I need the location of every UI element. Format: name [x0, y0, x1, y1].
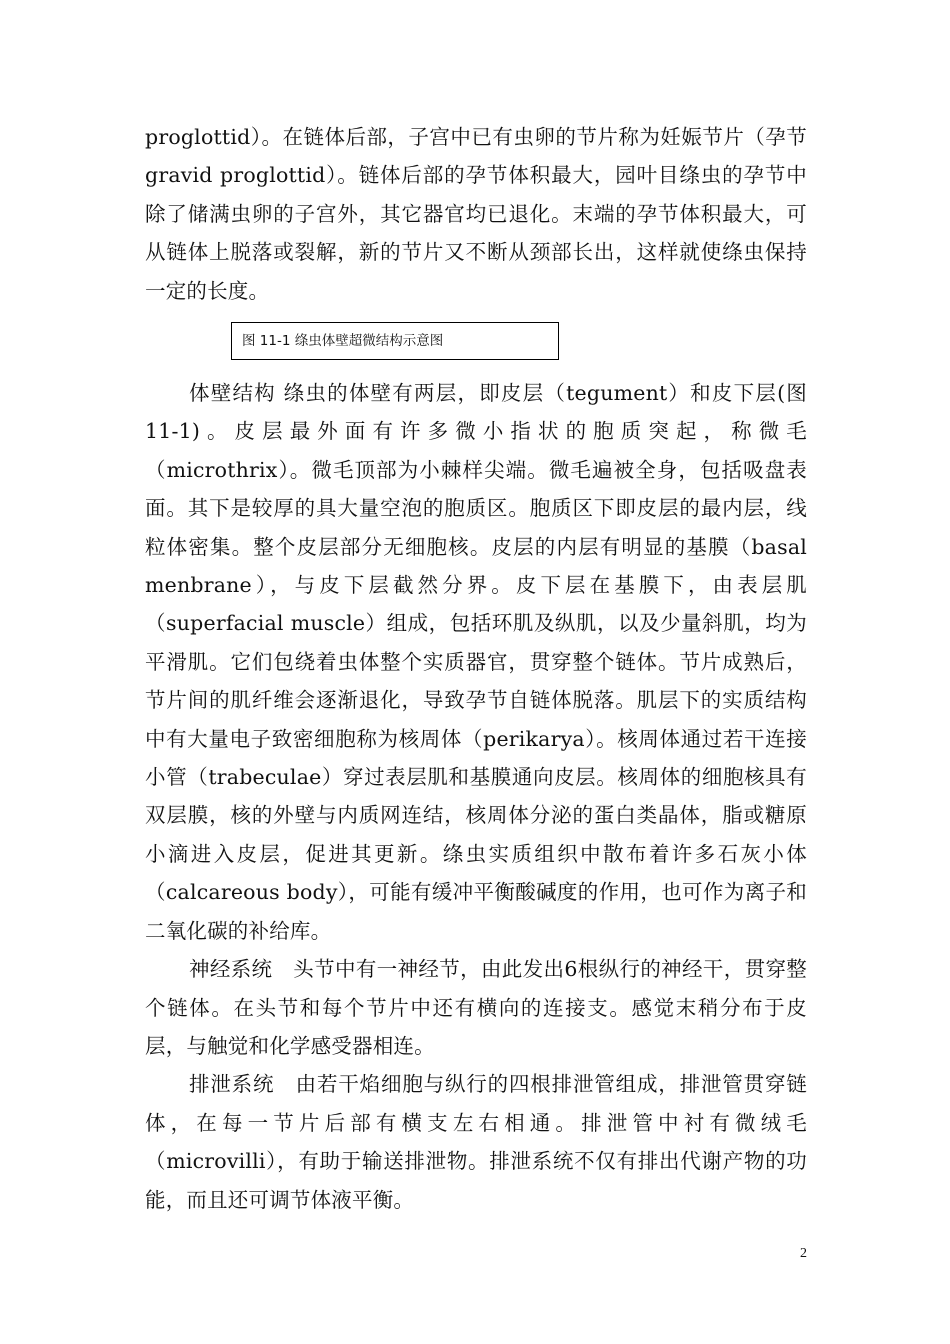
paragraph-proglottid: proglottid）。在链体后部，子宫中已有虫卵的节片称为妊娠节片（孕节gravid proglottid）。链体后部的孕节体积最大，园叶目绦虫的孕节中除了储满虫卵的子宫外，其它器官均已退化。末端的孕节体积最大，可从链体上脱落或裂解，新的节片又不断从颈部长出，这样就使绦虫保持一定的长度。 — [145, 125, 807, 303]
figure-caption-box — [231, 322, 559, 360]
figure-caption: 图 11-1 绦虫体壁超微结构示意图 — [242, 333, 444, 349]
main-text-block — [145, 374, 807, 1219]
top-text-block — [145, 118, 807, 310]
paragraph-nervous-system: 神经系统 头节中有一神经节，由此发出6根纵行的神经干，贯穿整个链体。在头节和每个节片中还有横向的连接支。感觉末稍分布于皮层，与触觉和化学感受器相连。 — [145, 957, 807, 1058]
page-number: 2 — [800, 1246, 807, 1261]
paragraph-excretory-system: 排泄系统 由若干焰细胞与纵行的四根排泄管组成，排泄管贯穿链体，在每一节片后部有横支左右相通。排泄管中衬有微绒毛（microvilli），有助于输送排泄物。排泄系统不仅有排出代谢产物的功能，而且还可调节体液平衡。 — [145, 1072, 807, 1212]
paragraph-body-wall: 体壁结构 绦虫的体壁有两层，即皮层（tegument）和皮下层(图11-1)。皮层最外面有许多微小指状的胞质突起，称微毛（microthrix）。微毛顶部为小棘样尖端。微毛遍被全身，包括吸盘表面。其下是较厚的具大量空泡的胞质区。胞质区下即皮层的最内层，线粒体密集。整个皮层部分无细胞核。皮层的内层有明显的基膜（basal menbrane），与皮下层截然分界。皮下层在基膜下，由表层肌（superfacial muscle）组成，包括环肌及纵肌，以及少量斜肌，均为平滑肌。它们包绕着虫体整个实质器官，贯穿整个链体。节片成熟后，节片间的肌纤维会逐渐退化，导致孕节自链体脱落。肌层下的实质结构中有大量电子致密细胞称为核周体（perikarya）。核周体通过若干连接小管（trabeculae）穿过表层肌和基膜通向皮层。核周体的细胞核具有双层膜，核的外壁与内质网连结，核周体分泌的蛋白类晶体，脂或糖原小滴进入皮层，促进其更新。绦虫实质组织中散布着许多石灰小体（calcareous body），可能有缓冲平衡酸碱度的作用，也可作为离子和二氧化碳的补给库。 — [145, 381, 807, 943]
